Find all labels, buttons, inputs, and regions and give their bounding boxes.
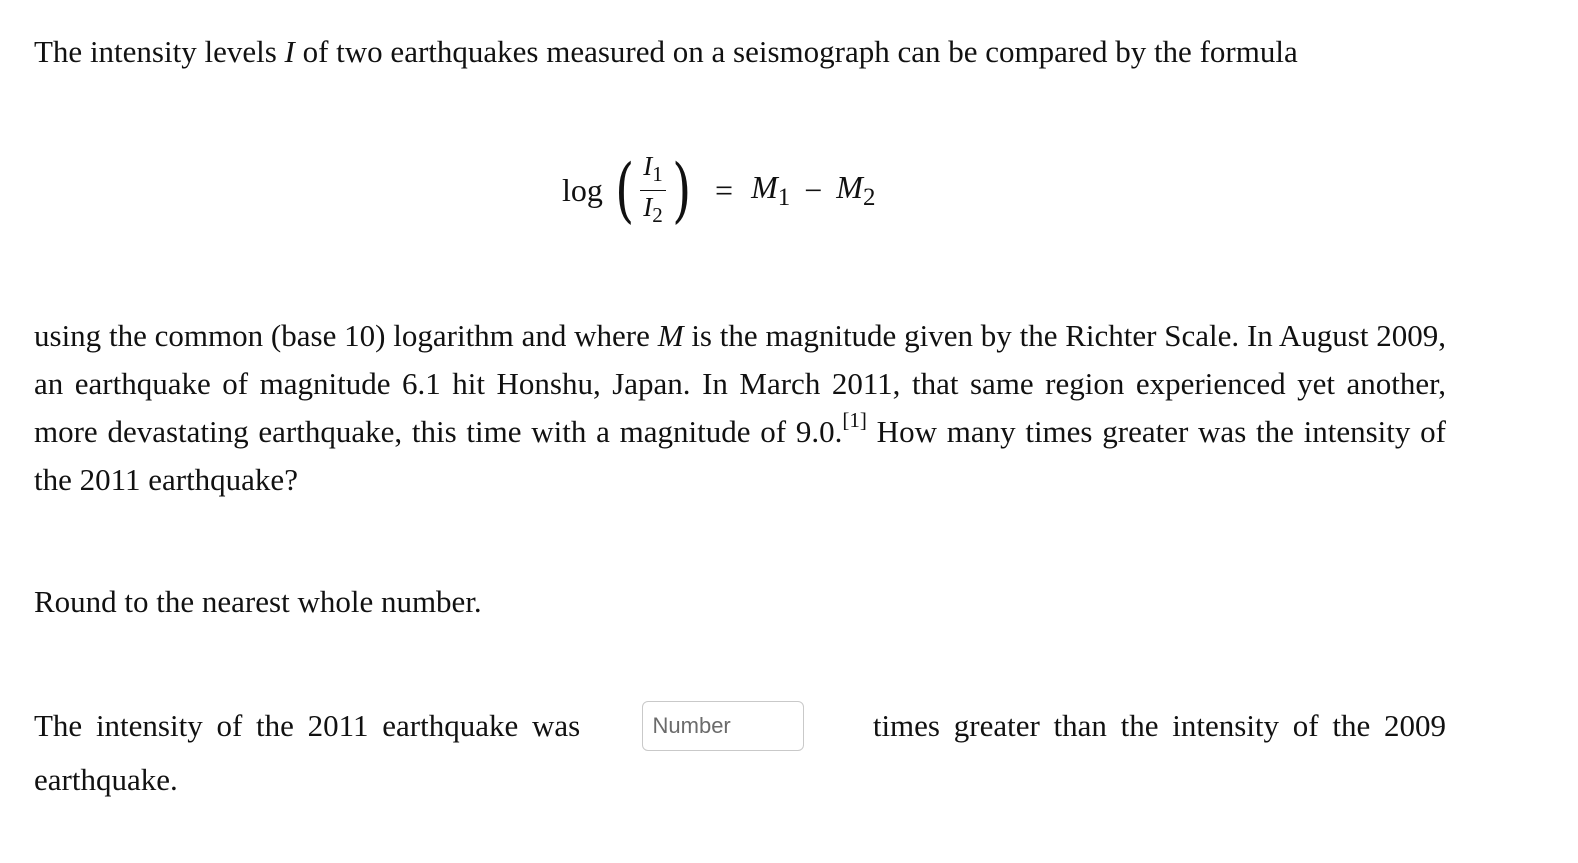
- magnitude-2-var: M: [836, 168, 863, 205]
- equals-sign: =: [715, 171, 734, 208]
- answer-line: [34, 700, 1446, 752]
- footnote-link[interactable]: [1]: [842, 407, 867, 432]
- question-text: [34, 312, 1446, 504]
- answer-text-before: The intensity of the 2011 earthquake was: [34, 708, 581, 743]
- intro-text-start: The intensity levels: [34, 34, 285, 69]
- magnitude-2: [836, 169, 875, 212]
- log-function: log: [562, 171, 603, 208]
- numerator-sub: 1: [652, 161, 663, 186]
- magnitude-2-sub: 2: [862, 183, 876, 211]
- answer-sentence: [34, 700, 1446, 804]
- fraction-numerator: [640, 151, 666, 191]
- intro-text-end: of two earthquakes measured on a seismograph can be compared by the formula: [294, 34, 1298, 69]
- numerator-var: I: [643, 150, 653, 181]
- right-paren: ): [671, 149, 691, 231]
- magnitude-variable: M: [657, 318, 684, 353]
- rounding-instruction: Round to the nearest whole number.: [34, 584, 482, 619]
- answer-text-end: earthquake.: [34, 762, 178, 797]
- number-input[interactable]: [642, 701, 804, 751]
- question-text-part1: using the common (base 10) logarithm and where: [34, 318, 658, 353]
- magnitude-1-sub: 1: [777, 183, 791, 211]
- magnitude-1: [751, 169, 790, 212]
- denominator-var: I: [643, 191, 653, 222]
- question-text-part2: is the magnitude given by the Richter Scale. In August 2009, an earthquake of magnitude 6.1 hit Honshu, Japan. In March 2011, that same region experienced yet another, more devastating earthquake, this time with a magnitude of 9.0.: [34, 318, 1447, 449]
- intensity-variable: I: [284, 34, 295, 69]
- left-paren: (: [614, 149, 635, 231]
- fraction-denominator: [640, 191, 666, 230]
- intro-text: [34, 28, 1484, 76]
- denominator-sub: 2: [652, 202, 663, 227]
- question-text-part3: How many times greater was the intensity of the 2011 earthquake?: [34, 414, 1446, 497]
- intensity-fraction: [640, 151, 666, 230]
- magnitude-1-var: M: [751, 168, 778, 205]
- richter-formula: [562, 140, 875, 240]
- answer-text-after: times greater than the intensity of the 2009: [872, 708, 1446, 743]
- minus-sign: −: [804, 171, 823, 208]
